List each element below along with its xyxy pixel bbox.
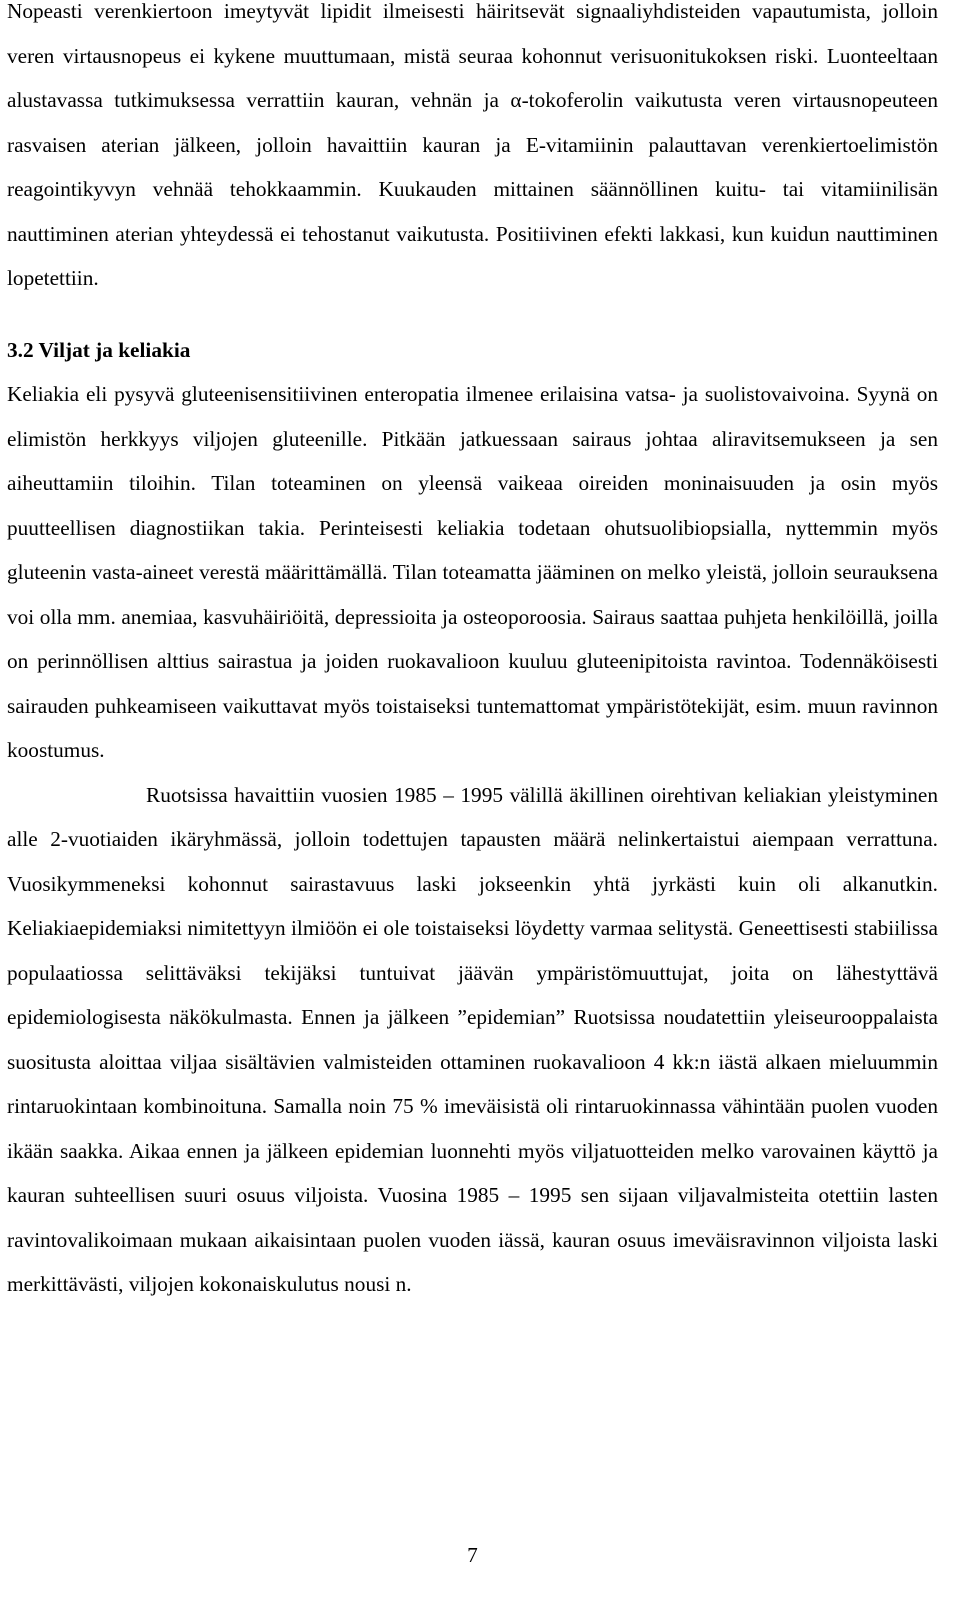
page-number: 7 — [467, 1543, 478, 1567]
document-page — [7, 0, 938, 1307]
paragraph-sweden-epidemic: Ruotsissa havaittiin vuosien 1985 – 1995 välillä äkillinen oirehtivan keliakian yleistyminen alle 2-vuotiaiden ikäryhmässä, jolloin todettujen tapausten määrä nelinkertaistui aiempaan verrattuna. Vuosikymmeneksi kohonnut sairastavuus laski jokseenkin yhtä jyrkästi kuin oli alkanutkin. Keliakiaepidemiaksi nimitettyyn ilmiöön ei ole toistaiseksi löydetty varmaa selitystä. Geneettisesti stabiilissa populaatiossa selittäväksi tekijäksi tuntuivat jäävän ympäristömuuttujat, joita on lähestyttävä epidemiologisesta näkökulmasta. Ennen ja jälkeen ”epidemian” Ruotsissa noudatettiin yleiseurooppalaista suositusta aloittaa viljaa sisältävien valmisteiden ottaminen ruokavalioon 4 kk:n iästä alkaen mieluummin rintaruokintaan kombinoituna. Samalla noin 75 % imeväisistä oli rintaruokinnassa vähintään puolen vuoden ikään saakka. Aikaa ennen ja jälkeen epidemian luonnehti myös viljatuotteiden melko varovainen käyttö ja kauran suhteellisen suuri osuus viljoista. Vuosina 1985 – 1995 sen sijaan viljavalmisteita otettiin lasten ravintovalikoimaan mukaan aikaisintaan puolen vuoden iässä, kauran osuus imeväisravinnon viljoista laski merkittävästi, viljojen kokonaiskulutus nousi n. — [7, 782, 938, 1296]
paragraph-lipids: Nopeasti verenkiertoon imeytyvät lipidit ilmeisesti häiritsevät signaaliyhdisteiden vapautumista, jolloin veren virtausnopeus ei kykene muuttumaan, mistä seuraa kohonnut verisuonitukoksen riski. Luonteeltaan alustavassa tutkimuksessa verrattiin kauran, vehnän ja α-tokoferolin vaikutusta veren virtausnopeuteen rasvaisen aterian jälkeen, jolloin havaittiin kauran ja E-vitamiinin palauttavan verenkiertoelimistön reagointikyvyn vehnää tehokkaammin. Kuukauden mittainen säännöllinen kuitu- tai vitamiinilisän nauttiminen aterian yhteydessä ei tehostanut vaikutusta. Positiivinen efekti lakkasi, kun kuidun nauttiminen lopetettiin. — [7, 0, 938, 290]
paragraph-celiac-definition: Keliakia eli pysyvä gluteenisensitiivinen enteropatia ilmenee erilaisina vatsa- ja suolistovaivoina. Syynä on elimistön herkkyys viljojen gluteenille. Pitkään jatkuessaan sairaus johtaa aliravitsemukseen ja sen aiheuttamiin tiloihin. Tilan toteaminen on yleensä vaikeaa oireiden moninaisuuden ja osin myös puutteellisen diagnostiikan takia. Perinteisesti keliakia todetaan ohutsuolibiopsialla, nyttemmin myös gluteenin vasta-aineet verestä määrittämällä. Tilan toteamatta jääminen on melko yleistä, jolloin seurauksena voi olla mm. anemiaa, kasvuhäiriöitä, depressioita ja osteoporoosia. Sairaus saattaa puhjeta henkilöillä, joilla on perinnöllisen alttius sairastua ja joiden ruokavalioon kuuluu gluteenipitoista ravintoa. Todennäköisesti sairauden puhkeamiseen vaikuttavat myös toistaiseksi tuntemattomat ympäristötekijät, esim. muun ravinnon koostumus. — [7, 382, 938, 762]
section-heading: 3.2 Viljat ja keliakia — [7, 337, 191, 362]
